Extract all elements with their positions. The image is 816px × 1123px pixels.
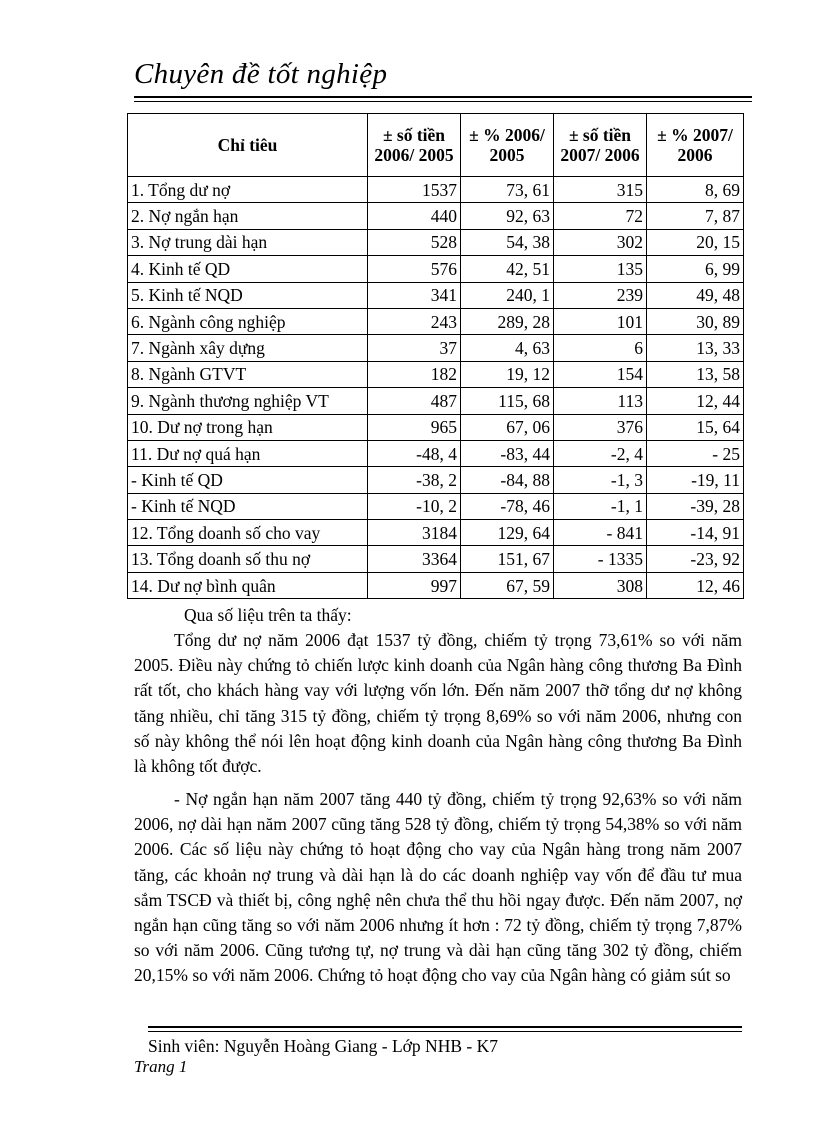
value-cell: 19, 12 — [461, 361, 554, 387]
value-cell: 73, 61 — [461, 177, 554, 203]
header-rule-thin — [134, 101, 752, 102]
value-cell: 15, 64 — [647, 414, 744, 440]
value-cell: 289, 28 — [461, 308, 554, 334]
table-header-cell: ± số tiền 2007/ 2006 — [554, 114, 647, 177]
value-cell: 20, 15 — [647, 229, 744, 255]
value-cell: 528 — [368, 229, 461, 255]
table-row — [128, 177, 744, 203]
data-table — [127, 113, 744, 599]
value-cell: - 841 — [554, 520, 647, 546]
value-cell: 12, 44 — [647, 388, 744, 414]
value-cell: -1, 3 — [554, 467, 647, 493]
value-cell: 376 — [554, 414, 647, 440]
table-row — [128, 493, 744, 519]
value-cell: -38, 2 — [368, 467, 461, 493]
value-cell: 440 — [368, 203, 461, 229]
value-cell: 6, 99 — [647, 256, 744, 282]
paragraph-2: - Nợ ngắn hạn năm 2007 tăng 440 tỷ đồng, chiếm tỷ trọng 92,63% so với năm 2006, nợ dài hạn năm 2007 cũng tăng 528 tỷ đồng, chiếm tỷ trọng 54,38% so với năm 2006. Các số liệu này chứng tỏ hoạt động cho vay của Ngân hàng trong năm 2007 tăng, các khoản nợ trung và dài hạn là do các doanh nghiệp vay vốn để đầu tư mua sắm TSCĐ và thiết bị, công nghệ nên chưa thể thu hồi ngay được. Đến năm 2007, nợ ngắn hạn cũng tăng so với năm 2006 nhưng ít hơn : 72 tỷ đồng, chiếm tỷ trọng 7,87% so với năm 2006. Cũng tương tự, nợ trung và dài hạn cũng tăng 302 tỷ đồng, chiếm 20,15% so với năm 2006. Chứng tỏ hoạt động cho vay của Ngân hàng có giảm sút so — [134, 789, 742, 986]
row-label-cell: 2. Nợ ngắn hạn — [128, 203, 368, 229]
value-cell: -23, 92 — [647, 546, 744, 572]
row-label-cell: 12. Tổng doanh số cho vay — [128, 520, 368, 546]
table-header-cell: ± % 2007/ 2006 — [647, 114, 744, 177]
row-label-cell: 1. Tổng dư nợ — [128, 177, 368, 203]
footer-student-info: Sinh viên: Nguyễn Hoàng Giang - Lớp NHB - K7 — [148, 1036, 498, 1056]
value-cell: -83, 44 — [461, 440, 554, 466]
value-cell: 302 — [554, 229, 647, 255]
table-row — [128, 520, 744, 546]
value-cell: 49, 48 — [647, 282, 744, 308]
value-cell: -10, 2 — [368, 493, 461, 519]
value-cell: - 25 — [647, 440, 744, 466]
table-row — [128, 335, 744, 361]
value-cell: - 1335 — [554, 546, 647, 572]
page-header-title: Chuyên đề tốt nghiệp — [134, 58, 388, 90]
table-row — [128, 440, 744, 466]
row-label-cell: 9. Ngành thương nghiệp VT — [128, 388, 368, 414]
value-cell: 7, 87 — [647, 203, 744, 229]
value-cell: 115, 68 — [461, 388, 554, 414]
row-label-cell: 7. Ngành xây dựng — [128, 335, 368, 361]
row-label-cell: - Kinh tế QD — [128, 467, 368, 493]
value-cell: -48, 4 — [368, 440, 461, 466]
row-label-cell: 5. Kinh tế NQD — [128, 282, 368, 308]
value-cell: 67, 59 — [461, 572, 554, 598]
value-cell: 42, 51 — [461, 256, 554, 282]
value-cell: 72 — [554, 203, 647, 229]
value-cell: 92, 63 — [461, 203, 554, 229]
value-cell: 576 — [368, 256, 461, 282]
value-cell: 3364 — [368, 546, 461, 572]
value-cell: 13, 58 — [647, 361, 744, 387]
table-row — [128, 203, 744, 229]
value-cell: 37 — [368, 335, 461, 361]
value-cell: -39, 28 — [647, 493, 744, 519]
table-header-cell: Chỉ tiêu — [128, 114, 368, 177]
value-cell: 965 — [368, 414, 461, 440]
value-cell: 13, 33 — [647, 335, 744, 361]
table-header-cell: ± số tiền 2006/ 2005 — [368, 114, 461, 177]
row-label-cell: 14. Dư nợ bình quân — [128, 572, 368, 598]
value-cell: 30, 89 — [647, 308, 744, 334]
row-label-cell: 11. Dư nợ quá hạn — [128, 440, 368, 466]
value-cell: 1537 — [368, 177, 461, 203]
value-cell: 67, 06 — [461, 414, 554, 440]
table-row — [128, 546, 744, 572]
row-label-cell: 6. Ngành công nghiệp — [128, 308, 368, 334]
value-cell: 487 — [368, 388, 461, 414]
footer-rule-thin — [148, 1031, 742, 1032]
intro-text: Qua số liệu trên ta thấy: — [184, 605, 352, 625]
table-row — [128, 282, 744, 308]
table-row — [128, 308, 744, 334]
value-cell: 182 — [368, 361, 461, 387]
value-cell: 8, 69 — [647, 177, 744, 203]
value-cell: 135 — [554, 256, 647, 282]
value-cell: -1, 1 — [554, 493, 647, 519]
table-row — [128, 388, 744, 414]
value-cell: 4, 63 — [461, 335, 554, 361]
value-cell: -14, 91 — [647, 520, 744, 546]
row-label-cell: - Kinh tế NQD — [128, 493, 368, 519]
value-cell: 243 — [368, 308, 461, 334]
value-cell: 12, 46 — [647, 572, 744, 598]
page-number: Trang 1 — [134, 1057, 188, 1076]
row-label-cell: 8. Ngành GTVT — [128, 361, 368, 387]
table-row — [128, 361, 744, 387]
value-cell: 308 — [554, 572, 647, 598]
value-cell: 3184 — [368, 520, 461, 546]
table-row — [128, 229, 744, 255]
header-rule — [134, 96, 752, 98]
value-cell: -78, 46 — [461, 493, 554, 519]
value-cell: 239 — [554, 282, 647, 308]
value-cell: 315 — [554, 177, 647, 203]
value-cell: -2, 4 — [554, 440, 647, 466]
table-row — [128, 414, 744, 440]
table-row — [128, 572, 744, 598]
table-header-row — [128, 114, 744, 177]
value-cell: 997 — [368, 572, 461, 598]
table-row — [128, 256, 744, 282]
value-cell: 54, 38 — [461, 229, 554, 255]
table-header-cell: ± % 2006/ 2005 — [461, 114, 554, 177]
row-label-cell: 13. Tổng doanh số thu nợ — [128, 546, 368, 572]
paragraph-1: Tổng dư nợ năm 2006 đạt 1537 tỷ đồng, chiếm tỷ trọng 73,61% so với năm 2005. Điều này chứng tỏ chiến lược kinh doanh của Ngân hàng công thương Ba Đình rất tốt, cho khách hàng vay với lượng vốn lớn. Đến năm 2007 thỡ tổng dư nợ không tăng nhiều, chỉ tăng 315 tỷ đồng, chiếm tỷ trọng 8,69% so với năm 2006, nhưng con số này không thể nói lên hoạt động kinh doanh của Ngân hàng công thương Ba Đình là không tốt được. — [134, 630, 742, 777]
value-cell: -84, 88 — [461, 467, 554, 493]
value-cell: -19, 11 — [647, 467, 744, 493]
row-label-cell: 4. Kinh tế QD — [128, 256, 368, 282]
value-cell: 129, 64 — [461, 520, 554, 546]
value-cell: 240, 1 — [461, 282, 554, 308]
value-cell: 101 — [554, 308, 647, 334]
footer-rule — [148, 1026, 742, 1028]
value-cell: 154 — [554, 361, 647, 387]
value-cell: 151, 67 — [461, 546, 554, 572]
row-label-cell: 3. Nợ trung dài hạn — [128, 229, 368, 255]
row-label-cell: 10. Dư nợ trong hạn — [128, 414, 368, 440]
value-cell: 113 — [554, 388, 647, 414]
table-row — [128, 467, 744, 493]
value-cell: 341 — [368, 282, 461, 308]
value-cell: 6 — [554, 335, 647, 361]
